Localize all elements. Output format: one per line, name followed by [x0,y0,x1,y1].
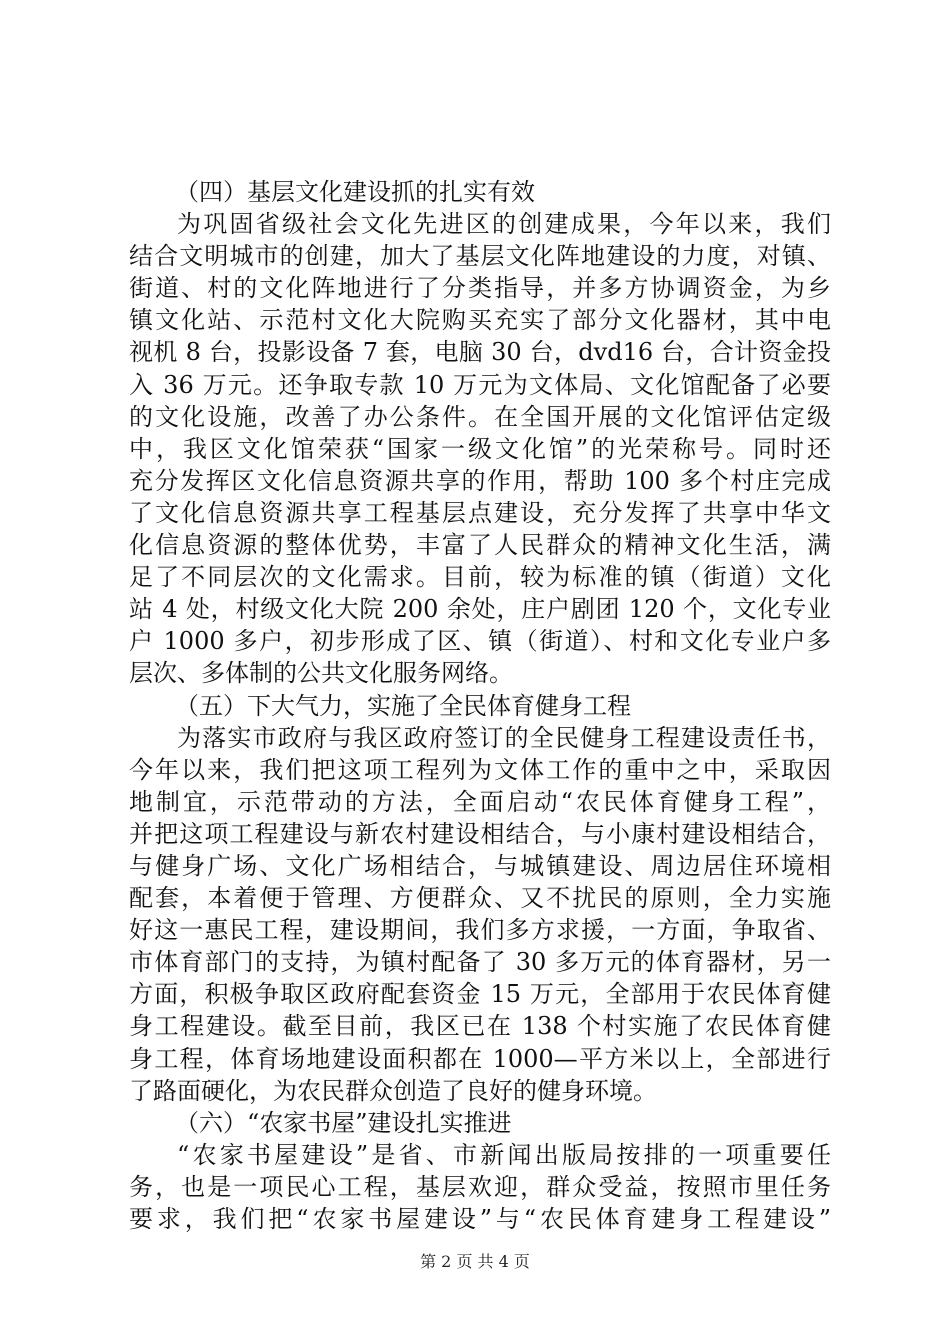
text-line: 足了不同层次的文化需求。目前，较为标准的镇（街道）文化 [129,563,831,592]
page-footer: 第 2 页 共 4 页 [420,1252,530,1271]
text-line: 镇文化站、示范村文化大院购买充实了部分文化器材，其中电 [129,306,831,335]
section-heading: （五）下大气力，实施了全民体育健身工程 [175,691,631,720]
text-line: 了路面硬化，为农民群众创造了良好的健身环境。 [129,1076,657,1105]
text-line: 入 36 万元。还争取专款 10 万元为文体局、文化馆配备了必要 [129,370,831,399]
text-line: 地制宜，示范带动的方法，全面启动“农民体育健身工程”， [129,787,831,816]
text-line: 务，也是一项民心工程，基层欢迎，群众受益，按照市里任务 [129,1172,831,1201]
document-body [129,176,831,1235]
text-line: 今年以来，我们把这项工程列为文体工作的重中之中，采取因 [129,755,831,784]
text-line: 要求，我们把“农家书屋建设”与“农民体育建身工程建设” [129,1205,831,1233]
text-line: 了文化信息资源共享工程基层点建设，充分发挥了共享中华文 [129,498,831,527]
text-line: 化信息资源的整体优势，丰富了人民群众的精神文化生活，满 [129,531,831,560]
text-line: 的文化设施，改善了办公条件。在全国开展的文化馆评估定级 [129,402,831,431]
text-line: 层次、多体制的公共文化服务网络。 [129,659,513,688]
text-line: 结合文明城市的创建，加大了基层文化阵地建设的力度，对镇、 [129,242,831,271]
text-line: 为落实市政府与我区政府签订的全民健身工程建设责任书， [177,723,831,752]
text-line: 身工程建设。截至目前，我区已在 138 个村实施了农民体育健 [129,1012,831,1041]
text-line: “农家书屋建设”是省、市新闻出版局按排的一项重要任 [177,1140,831,1169]
text-line: 配套，本着便于管理、方便群众、又不扰民的原则，全力实施 [129,884,831,913]
text-line: 与健身广场、文化广场相结合，与城镇建设、周边居住环境相 [129,851,831,880]
text-line: 街道、村的文化阵地进行了分类指导，并多方协调资金，为乡 [129,274,831,303]
text-line: 视机 8 台，投影设备 7 套，电脑 30 台，dvd16 台，合计资金投 [129,338,831,367]
text-line: 站 4 处，村级文化大院 200 余处，庄户剧团 120 个，文化专业 [129,595,831,624]
text-line: 中，我区文化馆荣获“国家一级文化馆”的光荣称号。同时还 [129,434,831,463]
text-line: 身工程，体育场地建设面积都在 1000—平方米以上，全部进行 [129,1044,831,1073]
text-line: 并把这项工程建设与新农村建设相结合，与小康村建设相结合， [129,819,831,848]
section-heading: （四）基层文化建设抓的扎实有效 [175,178,535,206]
text-line: 市体育部门的支持，为镇村配备了 30 多万元的体育器材，另一 [129,948,831,977]
text-line: 充分发挥区文化信息资源共享的作用，帮助 100 多个村庄完成 [129,466,831,495]
text-line: 户 1000 多户，初步形成了区、镇（街道）、村和文化专业户多 [129,627,831,656]
text-line: 方面，积极争取区政府配套资金 15 万元，全部用于农民体育健 [129,980,831,1009]
section-heading: （六）“农家书屋”建设扎实推进 [175,1108,512,1137]
text-line: 为巩固省级社会文化先进区的创建成果，今年以来，我们 [177,210,831,239]
text-line: 好这一惠民工程，建设期间，我们多方求援，一方面，争取省、 [129,916,831,945]
